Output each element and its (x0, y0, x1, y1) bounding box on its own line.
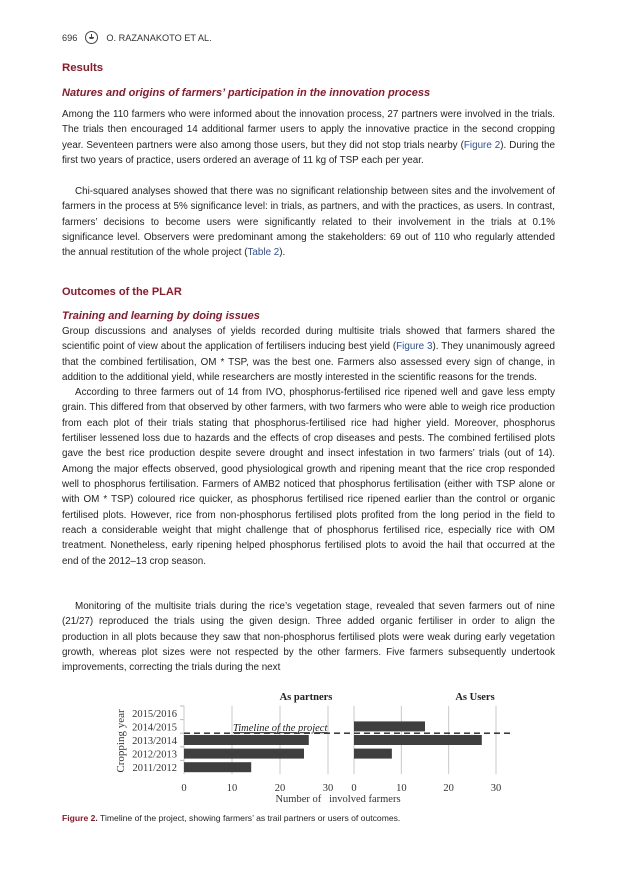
x-tick-label: 0 (351, 783, 357, 794)
bar (354, 749, 392, 759)
x-tick-label: 20 (274, 783, 286, 794)
bar (184, 762, 251, 772)
text: Among the 110 farmers who were informed about the innovation process, 27 partners were involved in the trials. The trials then encouraged 14 additional farmer users to apply the innovative practice in the second cropping year. Seventeen partners were also among those users, but they did not stop trials nearby ( (62, 109, 555, 151)
paragraph (62, 107, 555, 168)
x-tick-label: 10 (396, 783, 407, 794)
panel-title: As partners (279, 692, 333, 703)
paragraph: Monitoring of the multisite trials during the rice’s vegetation stage, revealed that seven farmers out of nine (21/27) reproduced the trials using the given design. Three added organic fertiliser in order to align the production in all plots because they saw that non-phosphorus fertilised plots were weak during early vegetation growth, whereas plot sizes were not respected by the other farmers. Five farmers subsequently undertook improvements, correcting the trials during the next (62, 601, 555, 674)
section-title: Results (62, 62, 104, 74)
figure-caption-text: Timeline of the project, showing farmers’ as trail partners or users of outcomes. (97, 813, 401, 823)
x-tick-label: 30 (322, 783, 334, 794)
figure-caption (62, 813, 400, 823)
y-tick-label: 2013/2014 (132, 736, 177, 747)
figure-2-link[interactable]: Figure 2 (463, 139, 501, 151)
subsection-title-outcomes: Outcomes of the PLAR (62, 286, 182, 298)
bar (354, 735, 482, 745)
text: ). (279, 247, 286, 259)
figure-caption-label: Figure 2. (62, 813, 98, 823)
running-authors: O. RAZANAKOTO ET AL. (106, 32, 212, 43)
x-tick-label: 0 (181, 783, 187, 794)
bar (184, 749, 304, 759)
figure-3-link[interactable]: Figure 3 (396, 341, 433, 353)
subsubsection-title-training: Training and learning by doing issues (62, 310, 260, 322)
bar (184, 735, 309, 745)
y-tick-label: 2015/2016 (132, 708, 177, 720)
x-tick-label: 10 (226, 783, 238, 794)
table-2-link[interactable]: Table 2 (247, 247, 280, 259)
page-number: 696 (62, 32, 78, 43)
figure-2-chart (0, 685, 617, 815)
text: Group discussions and analyses of yields recorded during multisite trials showed that farmers shared the scientific point of view about the application of fertilisers inducing best yield ( (62, 326, 555, 353)
bar (354, 721, 425, 731)
timeline-annotation: Timeline of the project (233, 723, 328, 735)
text: Chi-squared analyses showed that there was no significant relationship between sites and the involvement of farmers in the process at 5% significance level: in trials, as partners, and with the practices, as users. In contrast, farmers’ decisions to become users were significantly related to their involvement in the trials at 0.1% significance level. Observers were predominant among the stakeholders: 69 out of 110 who regularly attended the annual restitution of the whole project ( (62, 186, 555, 259)
text: ). They unanimously agreed that the combined fertilisation, OM * TSP, was the best one. Farmers also assessed every sign of change, in addition to the additional yield, while researchers are mostly interested in the scientific reasons for the trends. (62, 341, 555, 384)
y-tick-label: 2011/2012 (132, 763, 177, 775)
y-tick-label: 2014/2015 (132, 722, 177, 734)
y-axis-label: Cropping year (115, 709, 127, 773)
x-tick-label: 30 (490, 783, 502, 794)
paragraph (62, 184, 555, 261)
publisher-logo-icon (85, 31, 98, 44)
x-tick-label: 20 (443, 783, 454, 794)
subsection-title-participation: Natures and origins of farmers’ participation in the innovation process (62, 87, 431, 99)
paragraph: According to three farmers out of 14 from IVO, phosphorus-fertilised rice ripened well and gave less empty grain. This differed from that observed by other farmers, with two farmers who were able to weigh rice production from each plot of their trials stating that phosphorus-fertilised rice had higher yield. Moreover, phosphorus fertiliser lessened loss due to hazards and the effects of crop diseases and pests. The combined fertilised plots gave the best rice production despite severe drought and insect infestation in two farmers’ trials (out of 14). Among the major effects observed, good physiological growth and ripening meant that the rice crop responded well to phosphorus fertilisation. Farmers of AMB2 noticed that phosphorus fertilisation (either with TSP alone or with OM * TSP) coloured rice quicker, as phosphorus fertilised rice ripened earlier than the control or organic fertilised plots. However, rice from non-phosphorus fertilised plots profited from the long period in the field to reach a considerable weight that might challenge that of phosphorus fertilised rice, especially rice with OM treatment. Nonetheless, early ripening helped phosphorus fertilised plots to avoid the hail that occurred at the end of the 2012–13 crop season. (62, 387, 555, 567)
panel-title: As Users (455, 692, 495, 703)
running-head (62, 31, 212, 44)
paragraph (62, 324, 555, 385)
text: ). During the first two years of practice, users ordered an average of 11 kg of TSP each per year. (62, 139, 555, 167)
x-axis-label: Number of involved farmers (275, 794, 401, 805)
y-tick-label: 2012/2013 (132, 749, 177, 761)
